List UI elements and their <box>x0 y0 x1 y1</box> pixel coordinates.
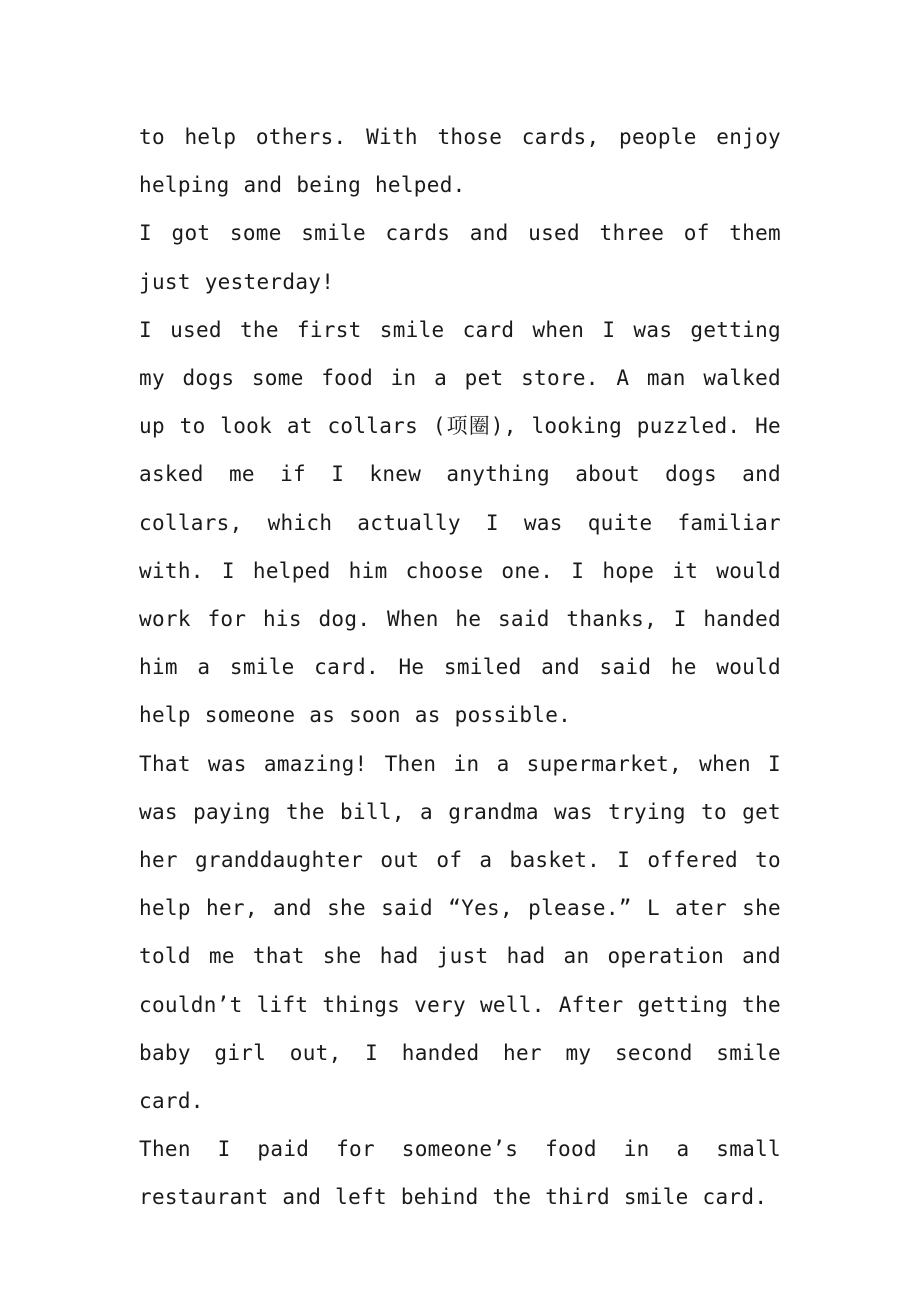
paragraph-second-card: That was amazing! Then in a supermarket, when I was paying the bill, a grandma was trying to get her granddaughter out of a basket. I offered to help her, and she said “Yes, please.” L ater she told me that she had just had an operation and couldn’t lift things very well. After getting the baby girl out, I handed her my second smile card. <box>139 751 781 1114</box>
paragraph-first-card: I used the first smile card when I was getting my dogs some food in a pet store. A man walked up to look at collars (项圈), looking puzzled. He asked me if I knew anything about dogs and collars, which actually I was quite familiar with. I helped him choose one. I hope it would work for his dog. When he said thanks, I handed him a smile card. He smiled and said he would help someone as soon as possible. <box>139 317 781 728</box>
document-body <box>139 113 781 1222</box>
paragraph-continuation: to help others. With those cards, people enjoy helping and being helped. <box>139 125 781 198</box>
paragraph-third-card: Then I paid for someone’s food in a small restaurant and left behind the third smile card. <box>139 1137 781 1210</box>
paragraph-smile-cards-intro: I got some smile cards and used three of them just yesterday! <box>139 221 781 294</box>
